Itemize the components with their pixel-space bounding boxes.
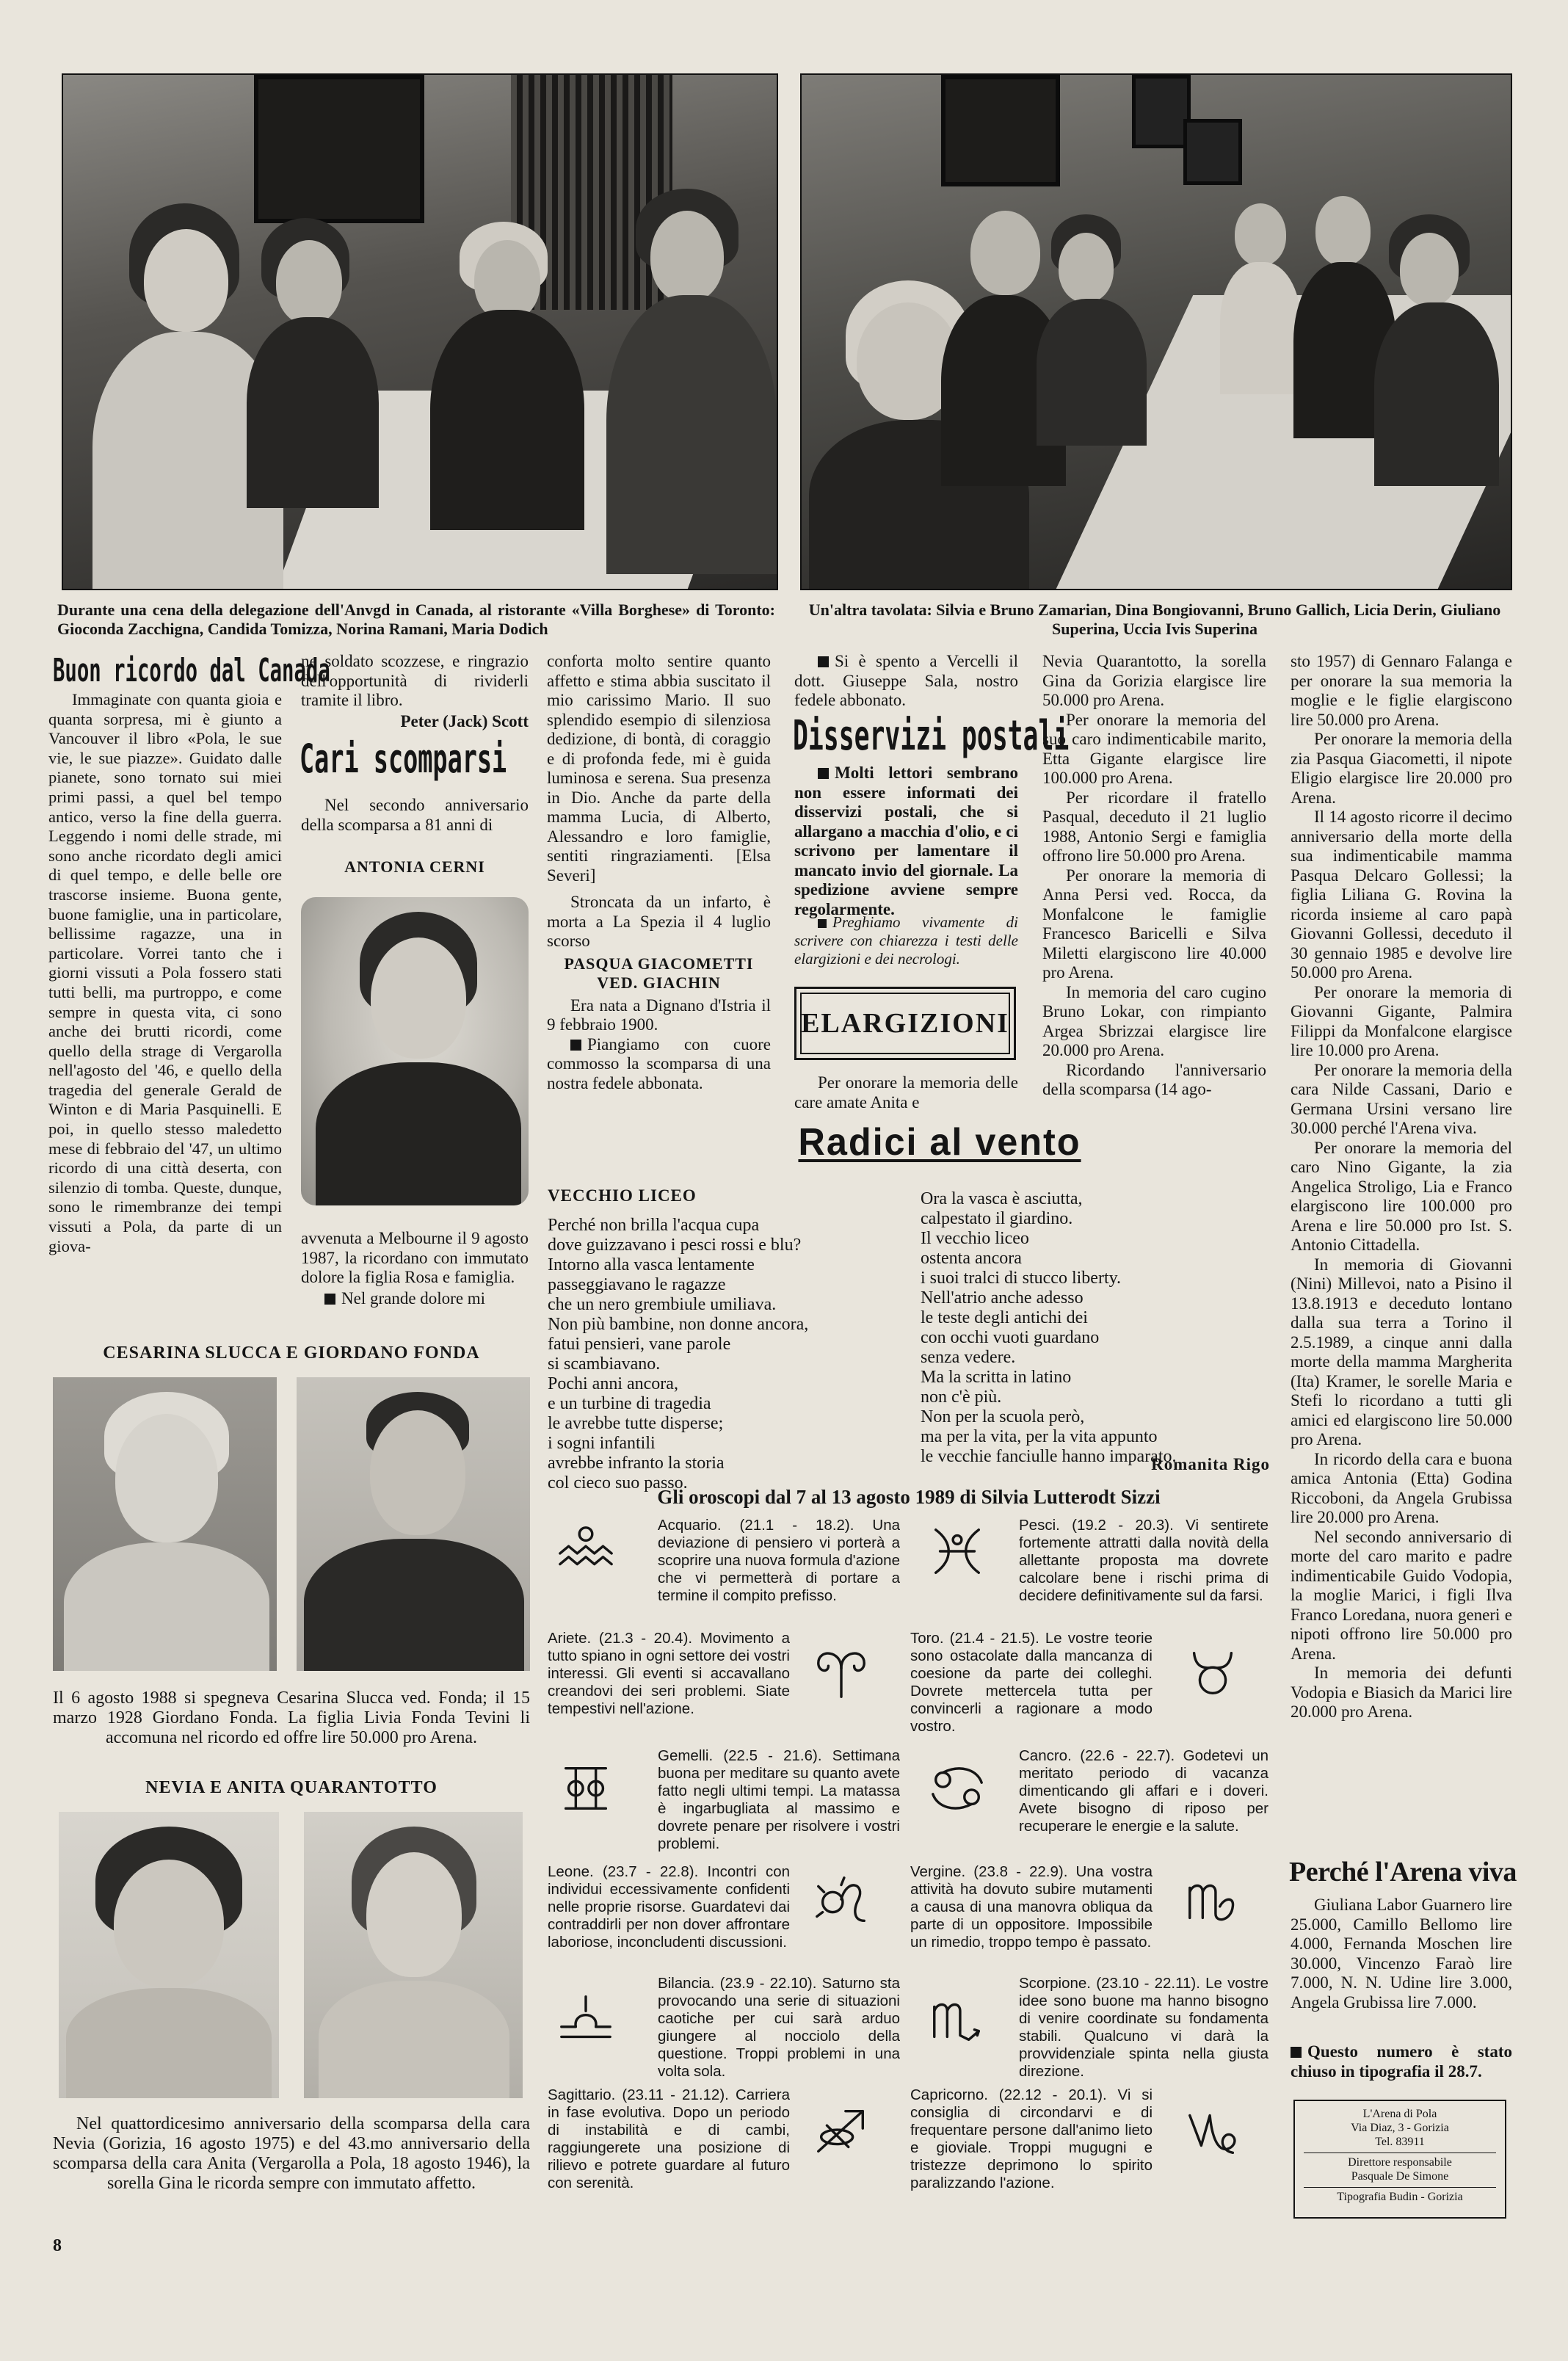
- disservizi-title: Disservizi postali: [793, 712, 1070, 760]
- cancer-icon: [923, 1758, 991, 1818]
- horoscope-entry: Leone. (23.7 - 22.8). Incontri con individui eccessivamente confidenti nelle proprie risorse. Guardatevi dai contraddirli per non dover affrontare laboriose, inconcludenti discussioni.: [548, 1863, 790, 1951]
- aquarius-icon: [552, 1521, 620, 1581]
- taurus-icon: [1179, 1643, 1246, 1703]
- col3-text: conforta molto sentire quanto affetto e stima abbia suscitato il mio carissimo Mario. Il suo splendido esempio di silenziosa dedizione, di bontà, di coraggio e di profonda fede, mi è guida luminosa e serena. Sua presenza in Dio. Anche da parte della mamma Lucia, di Alberto, Alessandro e loro famiglie, sentiti ringraziamenti. [Elsa Severi] Stroncata da un infarto, è morta a La Spezia il 4 luglio scorso PASQUA GIACOMETTI VED. GIACHIN Era nata a Dignano d'Istria il 9 febbraio 1900. Piangiamo con cuore commosso la scomparsa di una nostra fedele abbonata.: [547, 652, 771, 1092]
- libra-icon: [552, 1990, 620, 2050]
- elargizione-entry: Ricordando l'anniversario della scomparsa (14 ago-: [1042, 1060, 1266, 1098]
- elargizione-entry: Per ricordare il fratello Pasqual, deceduto il 21 luglio 1988, Antonio Sergi e famiglia offrono lire 50.000 pro Arena.: [1042, 788, 1266, 865]
- elargizione-entry: Per onorare la memoria di Giovanni Gigante, Palmira Filippi da Monfalcone elargisce lire 10.000 pro Arena.: [1291, 982, 1512, 1059]
- anita-portrait: [304, 1812, 523, 2098]
- horoscope-entry: Sagittario. (23.11 - 21.12). Carriera in fase evolutiva. Dopo un periodo di instabilità e di cambi, raggiungerete una posizione di rilievo e potrete guardare al futuro con serenità.: [548, 2086, 790, 2191]
- perche-arena-title: Perché l'Arena viva: [1289, 1857, 1517, 1887]
- buon-ricordo-title: Buon ricordo dal Canada: [53, 652, 330, 689]
- signature: Peter (Jack) Scott: [400, 711, 529, 730]
- horoscope-entry: Capricorno. (22.12 - 20.1). Vi si consiglia di circondarvi e di frequentare persone dall'animo lieto e gioviale. Troppi mugugni e tristezze deprimono lo spirito paralizzando l'azione.: [910, 2086, 1153, 2191]
- elargizione-entry: In memoria di Giovanni (Nini) Millevoi, nato a Pisino il 13.8.1913 e deceduto lontano dalla sua terra a Torino il 2.5.1989, a cinque anni dalla morte della mamma Margherita (Ita) Kramer, le sorelle Maria e Stefi lo ricordano a tutti gli amici ed elargiscono lire 50.000 pro Arena.: [1291, 1255, 1512, 1448]
- horoscope-entry: Scorpione. (23.10 - 22.11). Le vostre idee sono buone ma hanno bisogno di venire coordinate su fondamenta stabili. Qualcuno vi darà la provvidenziale spinta nella giusta direzione.: [1019, 1975, 1268, 2080]
- nevia-text: Nel quattordicesimo anniversario della scomparsa della cara Nevia (Gorizia, 16 agosto 1975) e del 43.mo anniversario della scomparsa della cara Anita (Vergarolla a Pola, 18 agosto 1946), la sorella Gina le ricorda sempre con immutato affetto.: [53, 2114, 530, 2193]
- radici-title: Radici al vento: [798, 1121, 1081, 1164]
- virgo-icon: [1179, 1871, 1246, 1931]
- antonia-cerni-portrait: [301, 897, 529, 1205]
- col6-text: [1291, 652, 1512, 1722]
- horoscope-entry: Vergine. (23.8 - 22.9). Una vostra attività ha dovuto subire mutamenti a causa di una manovra obliqua da parte di un oppositore. Impossibile un rimedio, troppo tempo è passato.: [910, 1863, 1153, 1951]
- pisces-icon: [923, 1521, 991, 1581]
- elargizione-entry: In ricordo della cara e buona amica Antonia (Etta) Godina Riccoboni, da Angela Grubissa lire 20.000 pro Arena.: [1291, 1449, 1512, 1526]
- elargizione-entry: Per onorare la memoria del caro Nino Gigante, la zia Angelica Stroligo, Lia e Franco elargiscono lire 100.000 pro Arena e lire 50.000 pro Ist. S. Antonio Cittadella.: [1291, 1138, 1512, 1254]
- perche-arena-list: Giuliana Labor Guarnero lire 25.000, Camillo Bellomo lire 4.000, Fernanda Moschen lire 30.000, Vincenzo Faraò lire 7.000, N. N. Udine lire 3.000, Angela Grubissa lire 7.000.: [1291, 1896, 1512, 2012]
- elargizione-entry: In memoria del caro cugino Bruno Lokar, con rimpianto Argea Sbrizzai elargisce lire 20.000 pro Arena.: [1042, 982, 1266, 1059]
- col5-text: [1042, 652, 1266, 1100]
- gemini-icon: [552, 1758, 620, 1818]
- horoscope-entry: Bilancia. (23.9 - 22.10). Saturno sta provocando una serie di situazioni caotiche per cui sarà arduo giungere al nocciolo della questione. Troppi problemi in una volta sola.: [658, 1975, 900, 2080]
- elargizione-entry: Nevia Quarantotto, la sorella Gina da Gorizia elargisce lire 50.000 pro Arena.: [1042, 652, 1266, 709]
- elargizione-entry: sto 1957) di Gennaro Falanga e per onorare la sua memoria la moglie e le figlie elargiscono lire 50.000 pro Arena.: [1291, 652, 1512, 729]
- nevia-heading: NEVIA E ANITA QUARANTOTTO: [145, 1778, 438, 1797]
- giordano-portrait: [297, 1377, 530, 1671]
- horoscope-entry: Ariete. (21.3 - 20.4). Movimento a tutto spiano in ogni settore dei vostri interessi. Gli eventi si accavallano creandovi dei seri problemi. Siate tempestivi nell'azione.: [548, 1630, 790, 1717]
- elargizione-entry: Per onorare la memoria di Anna Persi ved. Rocca, da Monfalcone le famiglie Francesco Baricelli e Silva Miletti elargiscono lire 40.000 pro Arena.: [1042, 866, 1266, 982]
- sagittarius-icon: [807, 2101, 875, 2161]
- elargizione-entry: In memoria dei defunti Vodopia e Biasich da Marici lire 20.000 pro Arena.: [1291, 1664, 1512, 1721]
- dinner-photo-left: [62, 73, 778, 590]
- elargizione-entry: Nel secondo anniversario di morte del caro marito e padre indimenticabile Guido Vodopia, la moglie Marici, i figli Ilva Franco Loredana, nuora generi e nipoti offrono lire 50.000 pro Arena.: [1291, 1527, 1512, 1663]
- disservizi-italic: Preghiamo vivamente di scrivere con chiarezza i testi delle elargizioni e dei necrologi.: [794, 913, 1018, 968]
- poem-author: Romanita Rigo: [1151, 1455, 1270, 1473]
- capricorn-icon: [1179, 2101, 1246, 2161]
- buon-ricordo-text: Immaginate con quanta gioia e quanta sorpresa, mi è giunto a Vancouver il libro «Pola, le sue vie, le sue piazze». Guidato dalle pianete, sono tornato sui miei primi passi, a quel bel tempo antico, verso la fine della guerra. Leggendo i nomi delle strade, mi sono anche ricordato degli amici di quel tempo, e delle belle ore trascorse insieme. Buona gente, buone famiglie, una in particolare, bellissime ragazze, una in particolare. Vorrei tanto che i giorni vissuti a Pola fossero stati tutti belli, ma purtroppo, e come sempre in questa vita, ci sono anche dei brutti ricordi, come quello della strage di Vergarolla nell'agosto del '46, e quello della tragedia del generale Gerald de Winton e di Maria Pasquinelli. E poi, in quello stesso maledetto mese di febbraio del '47, un ultimo ricordo di una città deserta, con silenzio di tomba. Queste, dunque, sono le rimembranze dei tempi vissuti a Pola, da parte di un giova-: [48, 690, 282, 1255]
- masthead-box: L'Arena di Pola Via Diaz, 3 - Gorizia Tel. 83911 Direttore responsabile Pasquale De Simone Tipografia Budin - Gorizia: [1293, 2100, 1506, 2219]
- horoscope-entry: Gemelli. (22.5 - 21.6). Settimana buona per meditare su quanto avete fatto negli ultimi tempi. La matassa è ingarbugliata al massimo e dovrete penare per risolvere i vostri problemi.: [658, 1747, 900, 1852]
- leo-icon: [807, 1871, 875, 1931]
- aries-icon: [807, 1643, 875, 1703]
- poem-left: Perché non brilla l'acqua cupa dove guizzavano i pesci rossi e blu? Intorno alla vasca lentamente passeggiavano le ragazze che un nero grembiule umiliava. Non più bambine, non donne ancora, fatui pensieri, vane parole si scambiavano. Pochi anni ancora, e un turbine di tragedia le avrebbe tutte disperse; i sogni infantili avrebbe infranto la storia col cieco suo passo.: [548, 1216, 809, 1493]
- cesarina-portrait: [53, 1377, 277, 1671]
- antonia-cerni-name: ANTONIA CERNI: [344, 857, 485, 876]
- page-number: 8: [53, 2236, 62, 2255]
- antonia-cerni-text: avvenuta a Melbourne il 9 agosto 1987, la ricordano con immutato dolore la figlia Rosa e famiglia. Nel grande dolore mi: [301, 1229, 529, 1308]
- elargizione-entry: Per onorare la memoria del suo caro indimenticabile marito, Etta Gigante elargisce lire 100.000 pro Arena.: [1042, 710, 1266, 787]
- elargizione-entry: Il 14 agosto ricorre il decimo anniversario della morte della sua indimenticabile mamma Pasqua Delcaro Gollessi; la figlia Liliana G. Rovina la ricorda insieme al caro papà Giovanni Gollessi, deceduto il 30 gennaio 1985 e devolve lire 50.000 pro Arena.: [1291, 808, 1512, 982]
- closing-note: Questo numero è stato chiuso in tipografia il 28.7.: [1291, 2042, 1512, 2081]
- col4-text: Si è spento a Vercelli il dott. Giuseppe Sala, nostro fedele abbonato.: [794, 652, 1018, 709]
- bullet-square: [324, 1294, 335, 1305]
- cesarina-heading: CESARINA SLUCCA E GIORDANO FONDA: [103, 1343, 480, 1363]
- elargizione-entry: Per onorare la memoria della cara Nilde Cassani, Dario e Germana Ursini versano lire 30.000 perché l'Arena viva.: [1291, 1060, 1512, 1137]
- dinner-photo-right: [800, 73, 1512, 590]
- buon-ricordo-cont: ne soldato scozzese, e ringrazio dell'opportunità di rividerli tramite il libro. Peter (Jack) Scott: [301, 652, 529, 730]
- nevia-portrait: [59, 1812, 279, 2098]
- oroscopi-title: Gli oroscopi dal 7 al 13 agosto 1989 di Silvia Lutterodt Sizzi: [657, 1486, 1161, 1508]
- horoscope-entry: Pesci. (19.2 - 20.3). Vi sentirete fortemente attratti dalla novità della allettante proposta ma dovrete calcolare bene i rischi prima di decidere definitivamente sul da farsi.: [1019, 1517, 1268, 1604]
- disservizi-text: Molti lettori sembrano non essere informati dei disservizi postali, che si allargano a macchia d'olio, e ci scrivono per lamentare il mancato invio del giornale. La spedizione avviene sempre regolarmente.: [794, 764, 1018, 918]
- elargizioni-box: ELARGIZIONI: [794, 987, 1016, 1060]
- poem-right: Ora la vasca è asciutta, calpestato il giardino. Il vecchio liceo ostenta ancora i suoi tralci di stucco liberty. Nell'atrio anche adesso le teste degli antichi dei con occhi vuoti guardano senza vedere. Ma la scritta in latino non c'è più. Non per la scuola però, ma per la vita, per la vita appunto le vecchie fanciulle hanno imparato.: [921, 1189, 1177, 1466]
- cari-scomparsi-title: Cari scomparsi: [300, 736, 507, 782]
- scorpio-icon: [923, 1990, 991, 2050]
- elargizione-entry: Per onorare la memoria della zia Pasqua Giacometti, il nipote Eligio elargisce lire 20.000 pro Arena.: [1291, 730, 1512, 807]
- col4-text-2: Per onorare la memoria delle care amate Anita e: [794, 1073, 1018, 1111]
- horoscope-entry: Toro. (21.4 - 21.5). Le vostre teorie sono ostacolate dalla mancanza di coesione da parte dei colleghi. Dovrete mettercela tutta per convincerli a ragionare a modo vostro.: [910, 1630, 1153, 1735]
- right-photo-caption: Un'altra tavolata: Silvia e Bruno Zamarian, Dina Bongiovanni, Bruno Gallich, Licia Derin, Giuliano Superina, Uccia Ivis Superina: [808, 601, 1501, 638]
- cari-scomparsi-intro: Nel secondo anniversario della scomparsa a 81 anni di: [301, 796, 529, 834]
- horoscope-entry: Cancro. (22.6 - 22.7). Godetevi un meritato periodo di vacanza dimenticando gli affari e i doveri. Avete bisogno di riposo per recuperare le energie e la salute.: [1019, 1747, 1268, 1835]
- poem-title: VECCHIO LICEO: [548, 1186, 697, 1205]
- left-photo-caption: Durante una cena della delegazione dell'Anvgd in Canada, al ristorante «Villa Borghese» di Toronto: Gioconda Zacchigna, Candida Tomizza, Norina Ramani, Maria Dodich: [57, 601, 775, 638]
- horoscope-entry: Acquario. (21.1 - 18.2). Una deviazione di pensiero vi porterà a scoprire una nuova formula d'azione che vi permetterà di portare a termine il compito prefisso.: [658, 1517, 900, 1604]
- cesarina-text: Il 6 agosto 1988 si spegneva Cesarina Slucca ved. Fonda; il 15 marzo 1928 Giordano Fonda. La figlia Livia Fonda Tevini li accomuna nel ricordo ed offre lire 50.000 pro Arena.: [53, 1689, 530, 1747]
